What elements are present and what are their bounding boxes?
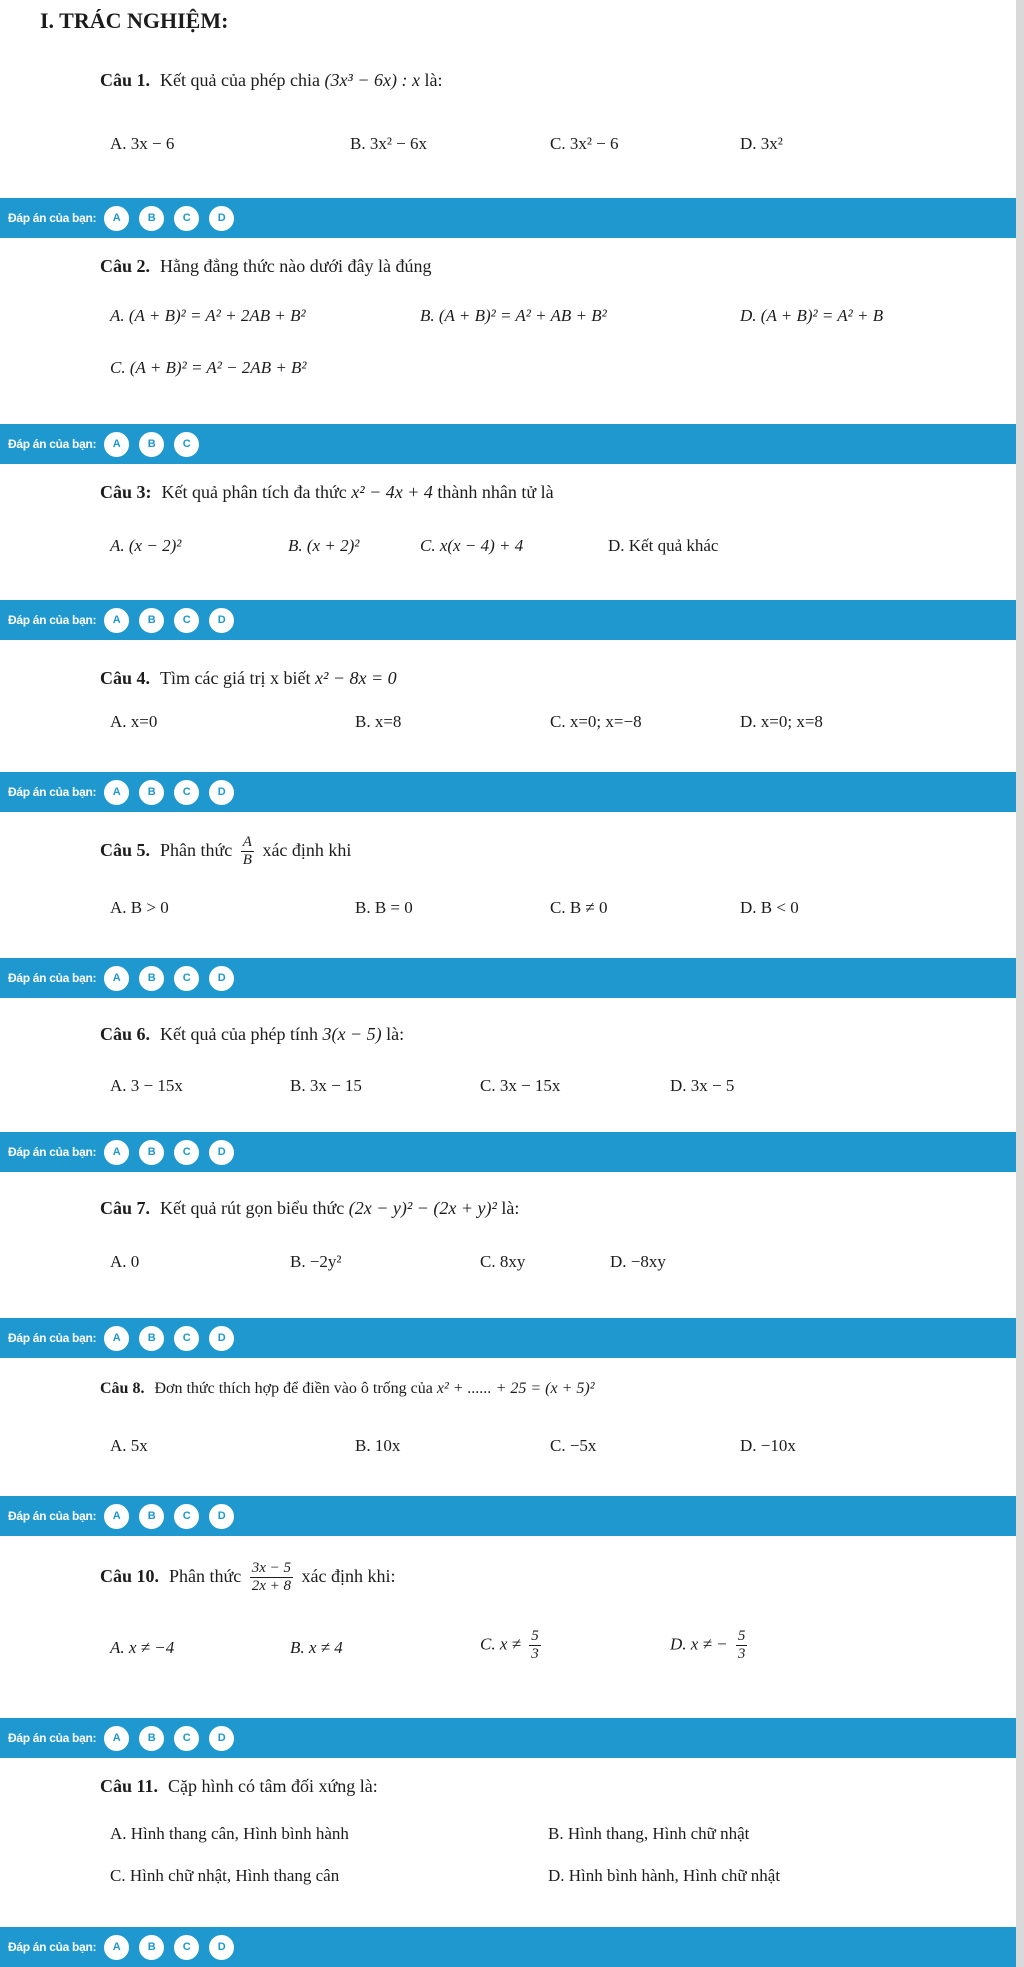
option-d: D. B < 0 <box>740 898 799 917</box>
question-11 <box>100 1776 378 1797</box>
choice-d-button[interactable]: D <box>209 1140 234 1165</box>
option-b: B. B = 0 <box>355 898 413 917</box>
choice-c-button[interactable]: C <box>174 1726 199 1751</box>
option-b: B. 3x − 15 <box>290 1076 362 1095</box>
option-a: A. 0 <box>110 1252 140 1271</box>
option-a: A. (x − 2)² <box>110 536 182 555</box>
choice-c-button[interactable]: C <box>174 966 199 991</box>
question-2 <box>100 256 431 277</box>
question-fraction <box>250 1560 293 1596</box>
answer-bar <box>0 1927 1016 1967</box>
choice-b-button[interactable]: B <box>139 1326 164 1351</box>
answer-bar <box>0 772 1016 812</box>
option-d: D. −10x <box>740 1436 796 1455</box>
answer-bar <box>0 1718 1016 1758</box>
answer-label: Đáp án của bạn: <box>8 1509 97 1523</box>
question-number: Câu 2. <box>100 256 151 276</box>
choice-b-button[interactable]: B <box>139 1726 164 1751</box>
question-expression: 3(x − 5) <box>322 1024 382 1044</box>
answer-label: Đáp án của bạn: <box>8 971 97 985</box>
question-text: Kết quả phân tích đa thức <box>161 482 347 502</box>
fraction-denominator: 3 <box>737 1646 746 1663</box>
choice-d-button[interactable]: D <box>209 1726 234 1751</box>
question-expression: x² − 8x = 0 <box>314 668 397 688</box>
option-a: A. x=0 <box>110 712 158 731</box>
choice-d-button[interactable]: D <box>209 608 234 633</box>
option-b: B. 3x² − 6x <box>350 134 428 153</box>
answer-bar <box>0 958 1016 998</box>
answer-bar <box>0 1496 1016 1536</box>
answer-bar <box>0 1132 1016 1172</box>
option-d-fraction <box>736 1628 748 1664</box>
option-a: A. Hình thang cân, Hình bình hành <box>110 1824 349 1843</box>
option-b: B. (A + B)² = A² + AB + B² <box>420 306 607 325</box>
choice-d-button[interactable]: D <box>209 966 234 991</box>
answer-bar <box>0 1318 1016 1358</box>
option-c: C. (A + B)² = A² − 2AB + B² <box>110 358 307 377</box>
option-c: C. −5x <box>550 1436 597 1455</box>
question-number: Câu 3: <box>100 482 152 502</box>
option-d: D. Hình bình hành, Hình chữ nhật <box>548 1866 781 1885</box>
question-tail: thành nhân tử là <box>437 482 554 502</box>
option-c-fraction <box>529 1628 541 1664</box>
option-c: C. x=0; x=−8 <box>550 712 642 731</box>
option-a: A. B > 0 <box>110 898 169 917</box>
choice-c-button[interactable]: C <box>174 1326 199 1351</box>
question-1 <box>100 70 442 91</box>
choice-a-button[interactable]: A <box>104 1935 129 1960</box>
option-d: D. x=0; x=8 <box>740 712 823 731</box>
question-text: Hằng đẳng thức nào dưới đây là đúng <box>160 256 432 276</box>
option-d: D. Kết quả khác <box>608 536 719 555</box>
choice-b-button[interactable]: B <box>139 432 164 457</box>
choice-a-button[interactable]: A <box>104 1504 129 1529</box>
option-d: D. −8xy <box>610 1252 666 1271</box>
choice-a-button[interactable]: A <box>104 780 129 805</box>
option-b: B. −2y² <box>290 1252 342 1271</box>
option-a: A. 5x <box>110 1436 148 1455</box>
answer-label: Đáp án của bạn: <box>8 613 97 627</box>
option-d: D. (A + B)² = A² + B <box>740 306 884 325</box>
option-b: B. 10x <box>355 1436 401 1455</box>
question-number: Câu 8. <box>100 1380 145 1397</box>
option-a: A. 3 − 15x <box>110 1076 183 1095</box>
choice-c-button[interactable]: C <box>174 1935 199 1960</box>
option-c: C. B ≠ 0 <box>550 898 608 917</box>
option-b: B. x ≠ 4 <box>290 1638 343 1657</box>
question-tail: xác định khi <box>262 840 352 860</box>
choice-c-button[interactable]: C <box>174 608 199 633</box>
choice-b-button[interactable]: B <box>139 780 164 805</box>
choice-a-button[interactable]: A <box>104 966 129 991</box>
choice-a-button[interactable]: A <box>104 432 129 457</box>
fraction-denominator: 3 <box>531 1646 539 1663</box>
option-d: D. 3x² <box>740 134 783 153</box>
question-5 <box>100 830 351 870</box>
question-expression: (2x − y)² − (2x + y)² <box>348 1198 497 1218</box>
question-tail: là: <box>501 1198 520 1218</box>
fraction-denominator: B <box>242 852 252 869</box>
option-c <box>480 1628 545 1664</box>
option-b: B. x=8 <box>355 712 402 731</box>
question-7 <box>100 1198 519 1219</box>
question-number: Câu 6. <box>100 1024 151 1044</box>
option-c: C. Hình chữ nhật, Hình thang cân <box>110 1866 340 1885</box>
choice-c-button[interactable]: C <box>174 1504 199 1529</box>
answer-label: Đáp án của bạn: <box>8 1731 97 1745</box>
choice-b-button[interactable]: B <box>139 1140 164 1165</box>
question-text: Cặp hình có tâm đối xứng là: <box>168 1776 378 1796</box>
choice-a-button[interactable]: A <box>104 1326 129 1351</box>
option-a: A. x ≠ −4 <box>110 1638 175 1657</box>
question-number: Câu 4. <box>100 668 151 688</box>
option-c: C. 8xy <box>480 1252 526 1271</box>
option-b: B. (x + 2)² <box>288 536 360 555</box>
question-3 <box>100 482 554 503</box>
option-c-text: C. x ≠ <box>480 1634 521 1654</box>
option-c: C. 3x − 15x <box>480 1076 561 1095</box>
answer-label: Đáp án của bạn: <box>8 1940 97 1954</box>
option-a: A. (A + B)² = A² + 2AB + B² <box>110 306 306 325</box>
choice-b-button[interactable]: B <box>139 608 164 633</box>
answer-bar <box>0 424 1016 464</box>
question-number: Câu 7. <box>100 1198 151 1218</box>
choice-d-button[interactable]: D <box>209 1935 234 1960</box>
question-4 <box>100 668 397 689</box>
question-10 <box>100 1556 396 1596</box>
choice-b-button[interactable]: B <box>139 1935 164 1960</box>
option-d <box>670 1628 751 1664</box>
choice-d-button[interactable]: D <box>209 1326 234 1351</box>
question-expression: x² + ...... + 25 = (x + 5)² <box>436 1380 595 1397</box>
answer-bar <box>0 600 1016 640</box>
question-number: Câu 5. <box>100 840 151 860</box>
section-title: I. TRÁC NGHIỆM: <box>40 8 229 33</box>
question-text: Tìm các giá trị x biết <box>160 668 311 688</box>
choice-c-button[interactable]: C <box>174 1140 199 1165</box>
page-edge <box>1016 0 1024 1967</box>
choice-a-button[interactable]: A <box>104 1140 129 1165</box>
answer-bar <box>0 198 1016 238</box>
option-c: C. 3x² − 6 <box>550 134 619 153</box>
question-6 <box>100 1024 404 1045</box>
choice-d-button[interactable]: D <box>209 780 234 805</box>
question-number: Câu 10. <box>100 1566 160 1586</box>
question-text: Kết quả của phép tính <box>160 1024 318 1044</box>
choice-c-button[interactable]: C <box>174 780 199 805</box>
answer-label: Đáp án của bạn: <box>8 785 97 799</box>
choice-a-button[interactable]: A <box>104 206 129 231</box>
fraction-numerator: 5 <box>529 1628 541 1646</box>
choice-b-button[interactable]: B <box>139 1504 164 1529</box>
option-a: A. 3x − 6 <box>110 134 175 153</box>
question-text: Phân thức <box>160 840 233 860</box>
choice-b-button[interactable]: B <box>139 206 164 231</box>
fraction-numerator: 3x − 5 <box>250 1560 293 1578</box>
choice-d-button[interactable]: D <box>209 206 234 231</box>
answer-label: Đáp án của bạn: <box>8 1331 97 1345</box>
question-tail: xác định khi: <box>301 1566 396 1586</box>
choice-a-button[interactable]: A <box>104 608 129 633</box>
question-tail: là: <box>386 1024 405 1044</box>
fraction-numerator: 5 <box>736 1628 748 1646</box>
answer-label: Đáp án của bạn: <box>8 437 97 451</box>
option-d-text: D. x ≠ − <box>670 1634 728 1654</box>
question-fraction <box>241 834 254 870</box>
choice-d-button[interactable]: D <box>209 1504 234 1529</box>
fraction-denominator: 2x + 8 <box>251 1578 292 1595</box>
choice-c-button[interactable]: C <box>174 206 199 231</box>
choice-a-button[interactable]: A <box>104 1726 129 1751</box>
question-expression: x² − 4x + 4 <box>351 482 433 502</box>
question-number: Câu 11. <box>100 1776 159 1796</box>
question-text: Kết quả rút gọn biểu thức <box>160 1198 345 1218</box>
question-text: Kết quả của phép chia <box>160 70 320 90</box>
option-c: C. x(x − 4) + 4 <box>420 536 524 555</box>
answer-label: Đáp án của bạn: <box>8 1145 97 1159</box>
option-b: B. Hình thang, Hình chữ nhật <box>548 1824 750 1843</box>
question-text: Đơn thức thích hợp để điền vào ô trống của <box>154 1380 433 1397</box>
question-number: Câu 1. <box>100 70 151 90</box>
question-expression: (3x³ − 6x) : x <box>324 70 420 90</box>
option-d: D. 3x − 5 <box>670 1076 735 1095</box>
answer-label: Đáp án của bạn: <box>8 211 97 225</box>
choice-b-button[interactable]: B <box>139 966 164 991</box>
fraction-numerator: A <box>241 834 254 852</box>
question-8 <box>100 1380 595 1398</box>
question-text: Phân thức <box>169 1566 242 1586</box>
choice-c-button[interactable]: C <box>174 432 199 457</box>
question-tail: là: <box>424 70 443 90</box>
